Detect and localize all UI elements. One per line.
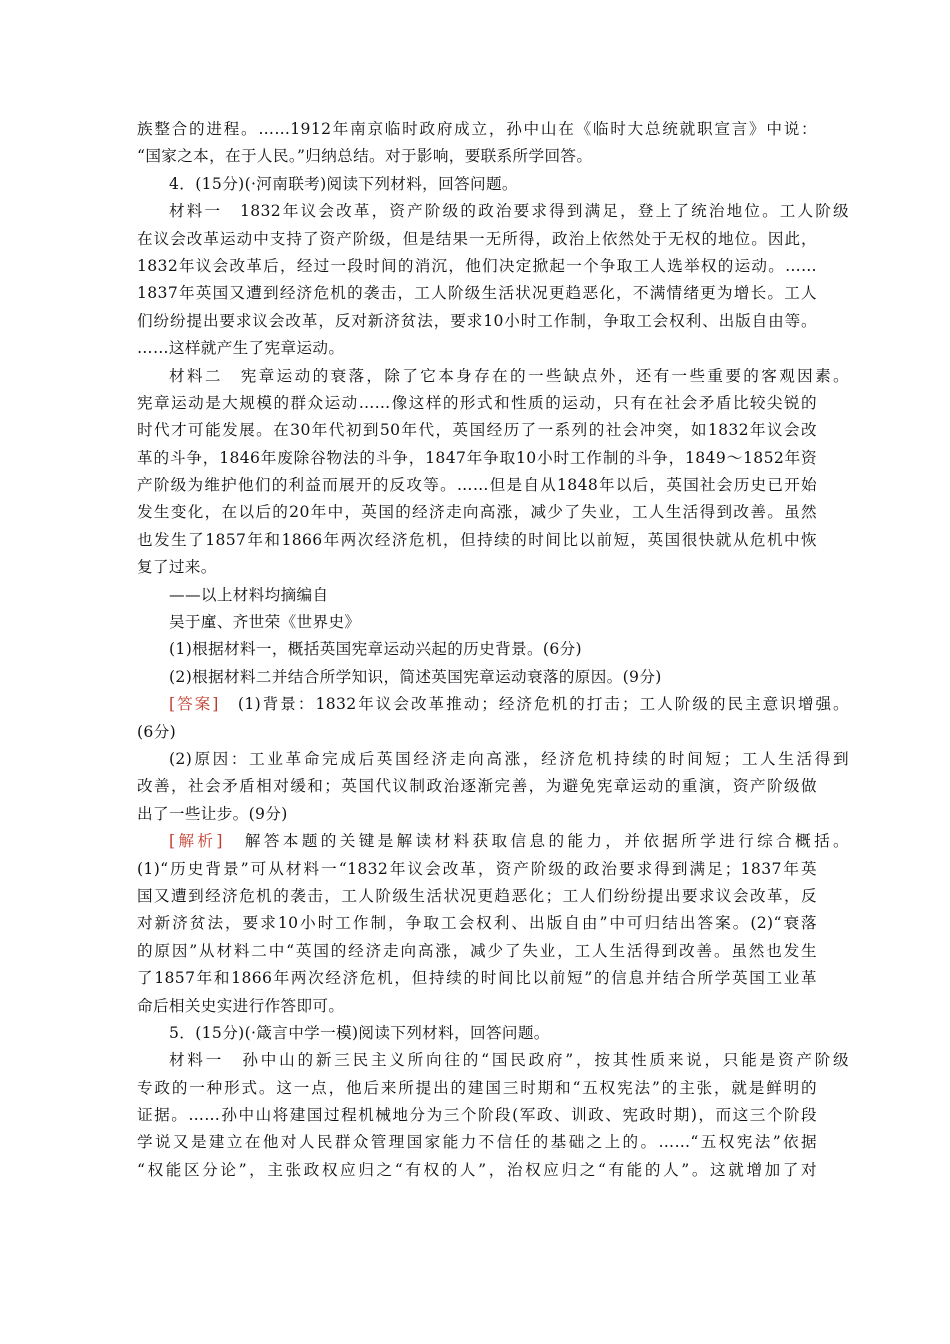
text-line: [137, 554, 817, 581]
text-line: [137, 116, 817, 143]
text-line: [137, 938, 817, 965]
text-content: (1)“历史背景”可从材料一“1832年议会改革，资产阶级的政治要求得到满足；1837年英: [137, 859, 817, 878]
text-line: [137, 1075, 817, 1102]
text-line: [137, 636, 817, 663]
text-content: (1)根据材料一，概括英国宪章运动兴起的历史背景。(6分): [169, 640, 582, 659]
text-content: 1832年议会改革后，经过一段时间的消沉，他们决定掀起一个争取工人选举权的运动。……: [137, 256, 817, 275]
text-line: [137, 390, 817, 417]
text-content: 宪章运动是大规模的群众运动……像这样的形式和性质的运动，只有在社会矛盾比较尖锐的: [137, 393, 817, 412]
text-line: [137, 335, 817, 362]
text-content: 材料二 宪章运动的衰落，除了它本身存在的一些缺点外，还有一些重要的客观因素。: [169, 366, 849, 385]
text-content: 产阶级为维护他们的利益而展开的反攻等。……但是自从1848年以后，英国社会历史已开始: [137, 476, 817, 495]
text-line: [137, 445, 817, 472]
text-content: 证据。……孙中山将建国过程机械地分为三个阶段(军政、训政、宪政时期)，而这三个阶段: [137, 1106, 817, 1125]
text-line: [137, 664, 817, 691]
text-line: [137, 582, 817, 609]
text-line: [137, 417, 817, 444]
text-content: 5．(15分)(·箴言中学一模)阅读下列材料，回答问题。: [169, 1023, 550, 1042]
text-line: [137, 143, 817, 170]
text-content: 解答本题的关键是解读材料获取信息的能力，并依据所学进行综合概括。: [222, 832, 849, 851]
text-content: “国家之本，在于人民。”归纳总结。对于影响，要联系所学回答。: [137, 147, 593, 166]
text-line: [137, 280, 817, 307]
text-line: [137, 472, 817, 499]
text-line: [137, 1020, 817, 1047]
text-content: 命后相关史实进行作答即可。: [137, 996, 345, 1015]
text-content: 学说又是建立在他对人民群众管理国家能力不信任的基础之上的。……“五权宪法”依据: [137, 1133, 817, 1152]
text-content: “权能区分论”，主张政权应归之“有权的人”，治权应归之“有能的人”。这就增加了对: [137, 1160, 817, 1179]
text-content: 在议会改革运动中支持了资产阶级，但是结果一无所得，政治上依然处于无权的地位。因此，: [137, 229, 817, 248]
text-content: 出了一些让步。(9分): [137, 804, 288, 823]
text-line: [137, 527, 817, 554]
text-content: 的原因”从材料二中“英国的经济走向高涨，减少了失业，工人生活得到改善。虽然也发生: [137, 941, 817, 960]
text-line: [137, 801, 817, 828]
document-page: [137, 116, 849, 1184]
text-line: [137, 609, 817, 636]
text-line: [137, 773, 817, 800]
text-content: 也发生了1857年和1866年两次经济危机，但持续的时间比以前短，英国很快就从危机中恢: [137, 530, 817, 549]
text-content: 们纷纷提出要求议会改革，反对新济贫法，要求10小时工作制，争取工会权利、出版自由等。: [137, 311, 817, 330]
text-line: [137, 856, 817, 883]
text-line: [137, 691, 849, 718]
text-content: 专政的一种形式。这一点，他后来所提出的建国三时期和“五权宪法”的主张，就是鲜明的: [137, 1078, 817, 1097]
text-line: [137, 746, 849, 773]
text-content: ——以上材料均摘编自: [169, 585, 329, 604]
text-line: [137, 993, 817, 1020]
answer-tag: [答案]: [169, 695, 219, 714]
text-content: 复了过来。: [137, 558, 217, 577]
text-line: [137, 1102, 817, 1129]
text-content: (6分): [137, 722, 177, 741]
text-line: [137, 965, 817, 992]
text-content: (2)根据材料二并结合所学知识，简述英国宪章运动衰落的原因。(9分): [169, 667, 662, 686]
text-line: [137, 719, 817, 746]
text-content: (1)背景：1832年议会改革推动；经济危机的打击；工人阶级的民主意识增强。: [218, 695, 849, 714]
text-content: 4．(15分)(·河南联考)阅读下列材料，回答问题。: [169, 174, 518, 193]
text-line: [137, 308, 817, 335]
text-content: 材料一 1832年议会改革，资产阶级的政治要求得到满足，登上了统治地位。工人阶级: [169, 202, 849, 221]
text-line: [137, 883, 817, 910]
text-line: [137, 1129, 817, 1156]
text-content: 1837年英国又遭到经济危机的袭击，工人阶级生活状况更趋恶化，不满情绪更为增长。工人: [137, 284, 817, 303]
text-line: [137, 363, 849, 390]
text-line: [137, 1047, 849, 1074]
text-line: [137, 198, 849, 225]
text-line: [137, 1157, 817, 1184]
text-line: [137, 253, 817, 280]
text-content: 时代才可能发展。在30年代初到50年代，英国经历了一系列的社会冲突，如1832年议会改: [137, 421, 817, 440]
text-line: [137, 910, 817, 937]
text-content: 了1857年和1866年两次经济危机，但持续的时间比以前短”的信息并结合所学英国工业革: [137, 969, 817, 988]
text-content: 吴于廑、齐世荣《世界史》: [169, 613, 361, 632]
text-content: ……这样就产生了宪章运动。: [137, 339, 345, 358]
text-content: 发生变化，在以后的20年中，英国的经济走向高涨，减少了失业，工人生活得到改善。虽然: [137, 503, 817, 522]
text-content: 改善，社会矛盾相对缓和；英国代议制政治逐渐完善，为避免宪章运动的重演，资产阶级做: [137, 777, 817, 796]
answer-tag: [解析]: [169, 832, 223, 851]
text-content: 对新济贫法，要求10小时工作制，争取工会权利、出版自由”中可归结出答案。(2)“衰落: [137, 914, 817, 933]
text-line: [137, 499, 817, 526]
text-content: (2)原因：工业革命完成后英国经济走向高涨，经济危机持续的时间短；工人生活得到: [169, 749, 849, 768]
text-content: 国又遭到经济危机的袭击，工人阶级生活状况更趋恶化；工人们纷纷提出要求议会改革，反: [137, 886, 817, 905]
text-line: [137, 828, 849, 855]
text-line: [137, 226, 817, 253]
text-content: 革的斗争，1846年废除谷物法的斗争，1847年争取10小时工作制的斗争，1849～1852年资: [137, 448, 817, 467]
text-line: [137, 171, 817, 198]
text-content: 材料一 孙中山的新三民主义所向往的“国民政府”，按其性质来说，只能是资产阶级: [169, 1051, 849, 1070]
text-content: 族整合的进程。……1912年南京临时政府成立，孙中山在《临时大总统就职宣言》中说：: [137, 120, 817, 138]
